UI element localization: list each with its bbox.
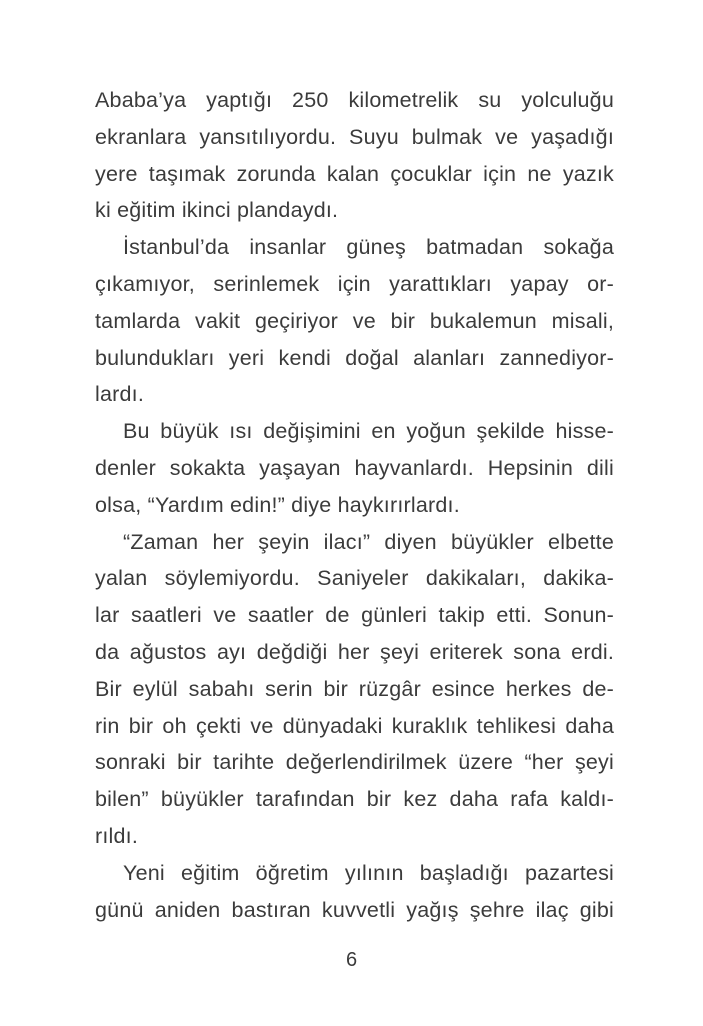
text-block <box>95 82 614 928</box>
text-line: çıkamıyor, serinlemek için yarattıkları yapay or- <box>95 271 614 296</box>
text-line: bulundukları yeri kendi doğal alanları zannediyor- <box>95 345 614 370</box>
paragraph <box>95 855 614 929</box>
text-line: denler sokakta yaşayan hayvanlardı. Hepsinin dili <box>95 455 614 480</box>
text-line: Bir eylül sabahı serin bir rüzgâr esince herkes de- <box>95 676 614 701</box>
text-line: İstanbul’da insanlar güneş batmadan sokağa <box>123 235 614 260</box>
text-line: yalan söylemiyordu. Saniyeler dakikaları, dakika- <box>95 566 614 591</box>
page-number: 6 <box>345 949 358 971</box>
paragraph <box>95 524 614 855</box>
text-line: Yeni eğitim öğretim yılının başladığı pazartesi <box>123 860 614 885</box>
text-line: ekranlara yansıtılıyordu. Suyu bulmak ve yaşadığı <box>95 124 614 149</box>
text-line: rin bir oh çekti ve dünyadaki kuraklık tehlikesi daha <box>95 713 614 738</box>
text-line: bilen” büyükler tarafından bir kez daha rafa kaldı- <box>95 787 614 812</box>
text-line: rıldı. <box>95 823 139 848</box>
text-line: da ağustos ayı değdiği her şeyi eriterek sona erdi. <box>95 639 614 664</box>
text-line: ki eğitim ikinci plandaydı. <box>95 198 339 223</box>
text-line: tamlarda vakit geçiriyor ve bir bukalemun misali, <box>95 308 614 333</box>
paragraph <box>95 82 614 229</box>
text-line: sonraki bir tarihte değerlendirilmek üzere “her şeyi <box>95 750 614 775</box>
text-line: lar saatleri ve saatler de günleri takip etti. Sonun- <box>95 603 614 628</box>
text-line: lardı. <box>95 382 144 407</box>
text-line: “Zaman her şeyin ilacı” diyen büyükler elbette <box>123 529 614 554</box>
paragraph <box>95 229 614 413</box>
text-line: Bu büyük ısı değişimini en yoğun şekilde hisse- <box>123 419 614 444</box>
text-line: günü aniden bastıran kuvvetli yağış şehre ilaç gibi <box>95 897 614 922</box>
text-line: Ababa’ya yaptığı 250 kilometrelik su yolculuğu <box>95 88 614 112</box>
text-line: yere taşımak zorunda kalan çocuklar için ne yazık <box>95 161 614 186</box>
text-line: olsa, “Yardım edin!” diye haykırırlardı. <box>95 492 460 517</box>
paragraph <box>95 413 614 523</box>
